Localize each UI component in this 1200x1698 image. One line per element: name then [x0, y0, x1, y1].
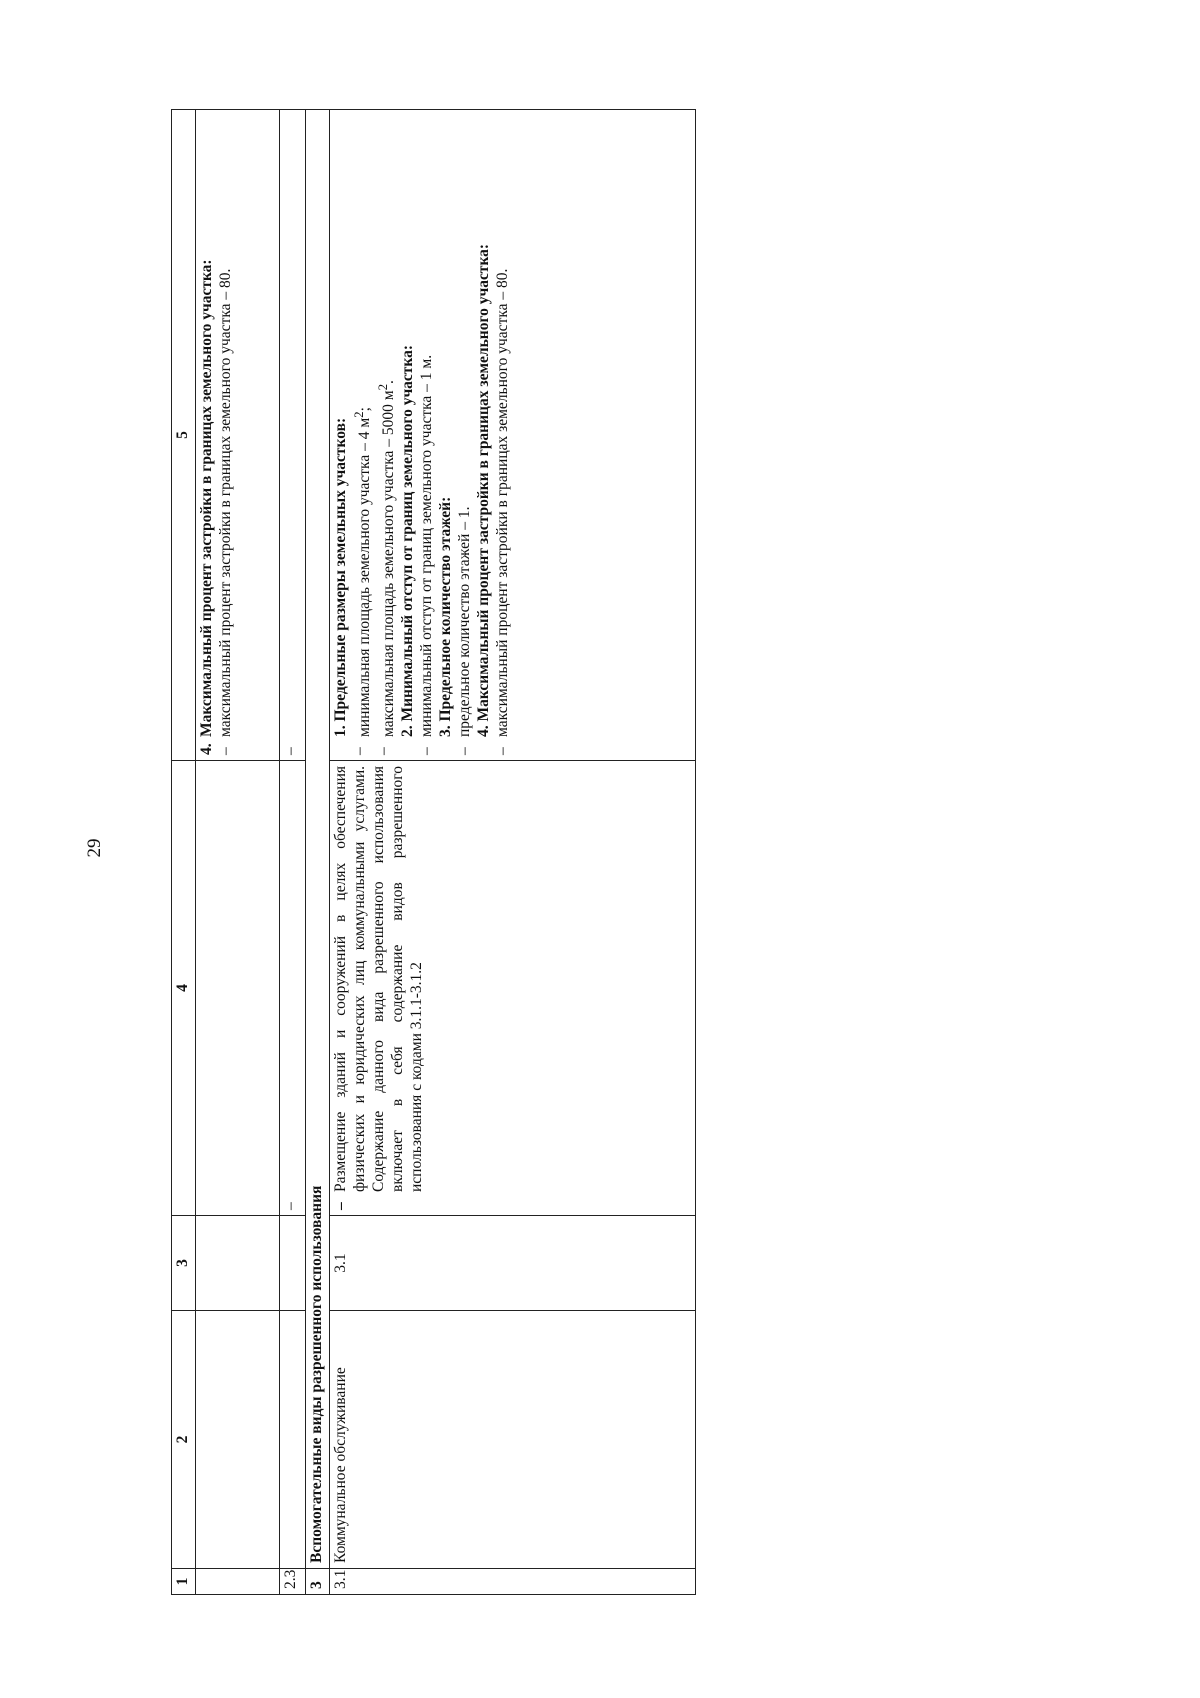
page-number: 29 [84, 838, 105, 858]
row-dash-col4: – [280, 761, 306, 1216]
use-name: Коммунальное обслуживание [330, 1311, 696, 1569]
param-bullet: – максимальный процент застройки в границах земельного участка – 80. [216, 268, 234, 755]
param-heading: 4. Максимальный процент застройки в границах земельного участка: [474, 243, 492, 737]
table-row-2-3 [280, 110, 306, 1595]
param-heading: 1. Предельные размеры земельных участков: [332, 417, 350, 737]
table-row-3-1 [330, 110, 696, 1595]
param-bullet: – максимальный процент застройки в границах земельного участка – 80. [493, 268, 511, 755]
rotated-table-container [171, 110, 696, 1595]
header-col-1: 1 [172, 1569, 196, 1595]
param-heading: 4. Максимальный процент застройки в границах земельного участка: [197, 259, 215, 755]
use-description-cell: – Размещение зданий и сооружений в целях обеспечения физических и юридических лиц коммунальными услугами. Содержание данного вида разрешенного использования включает в себя содержание видов разрешенного использования с кодами 3.1.1-3.1.2 [330, 761, 696, 1216]
row-dash-col5: – [280, 110, 306, 761]
params-cell [330, 110, 696, 761]
param-bullet: – максимальная площадь земельного участка – 5000 $м^2$. [375, 380, 398, 755]
header-col-4: 4 [172, 761, 196, 1216]
header-row [172, 110, 196, 1595]
param-bullet: – минимальная площадь земельного участка – 4 $м^2$; [351, 407, 374, 755]
section-number: 3 [306, 1569, 330, 1595]
table-frame [171, 110, 696, 1595]
table-row-continued [195, 110, 279, 1595]
params-cell-continued [195, 110, 279, 761]
param-heading: 2. Минимальный отступ от границ земельного участка: [399, 344, 417, 737]
row-code: 2.3 [280, 1569, 306, 1595]
header-col-2: 2 [172, 1311, 196, 1569]
param-heading: 3. Предельное количество этажей: [437, 496, 455, 737]
param-bullet: – минимальный отступ от границ земельного участка – 1 м. [418, 354, 436, 755]
land-use-table [171, 109, 696, 1595]
header-col-5: 5 [172, 110, 196, 761]
classifier-code: 3.1 [330, 1216, 696, 1311]
use-description: Размещение зданий и сооружений в целях обеспечения физических и юридических лиц коммунальными услугами. Содержание данного вида разрешенного использования включает в себя содержание видов разрешенного использования с кодами 3.1.1-3.1.2 [332, 766, 425, 1192]
table-row-section-3 [306, 110, 330, 1595]
param-bullet: – предельное количество этажей – 1. [456, 506, 474, 755]
section-title: Вспомогательные виды разрешенного использования [306, 110, 330, 1569]
row-code: 3.1 [330, 1569, 696, 1595]
header-col-3: 3 [172, 1216, 196, 1311]
